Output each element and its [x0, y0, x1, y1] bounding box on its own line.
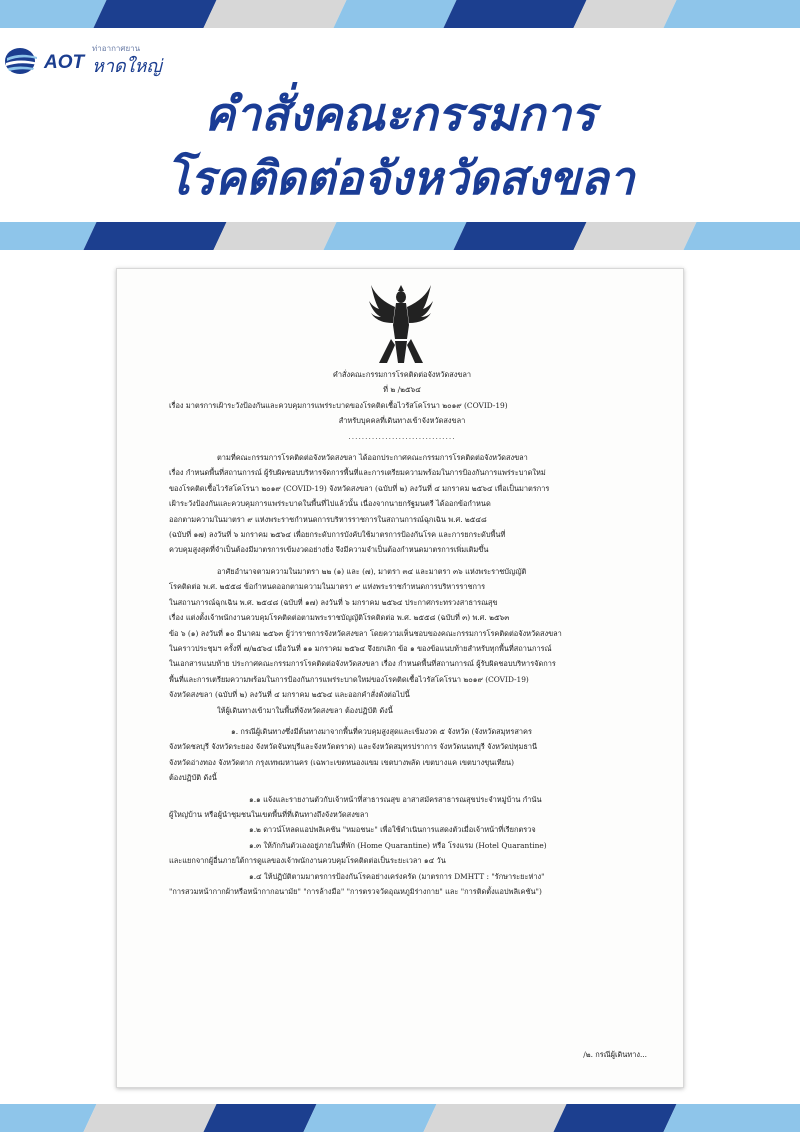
- document-body: [169, 367, 635, 899]
- body-line: ต้องปฏิบัติ ดังนี้: [169, 773, 217, 783]
- body-line: ออกตามความในมาตรา ๙ แห่งพระราชกำหนดการบริหารราชการในสถานการณ์ฉุกเฉิน พ.ศ. ๒๕๔๘: [169, 514, 487, 524]
- body-line: จังหวัดสงขลา (ฉบับที่ ๒) ลงวันที่ ๔ มกราคม ๒๕๖๔ และออกคำสั่งดังต่อไปนี้: [169, 690, 410, 700]
- garuda-emblem-icon: [367, 279, 435, 371]
- middle-decorative-stripe: [0, 222, 800, 250]
- body-line: ๑.๔ ให้ปฏิบัติตามมาตรการป้องกันโรคอย่างเคร่งครัด (มาตรการ DMHTT : "รักษาระยะห่าง": [249, 871, 545, 881]
- body-line: เรื่อง แต่งตั้งเจ้าพนักงานควบคุมโรคติดต่อตามพระราชบัญญัติโรคติดต่อ พ.ศ. ๒๕๕๘ (ฉบับที่ ๓) พ.ศ. ๒๕๖๓: [169, 613, 510, 623]
- body-line: และแยกจากผู้อื่นภายใต้การดูแลของเจ้าพนักงานควบคุมโรคติดต่อเป็นระยะเวลา ๑๔ วัน: [169, 856, 446, 866]
- document-number: ที่ ๒ /๒๕๖๔: [383, 385, 421, 395]
- body-line: พื้นที่และการเตรียมความพร้อมในการป้องกันการแพร่ระบาดใหม่ของโรคติดเชื้อไวรัสโคโรนา ๒๐๑๙ (COVID-19): [169, 674, 529, 684]
- body-line: เรื่อง กำหนดพื้นที่สถานการณ์ ผู้รับผิดชอบบริหารจัดการพื้นที่และการเตรียมความพร้อมในการป้องกันการแพร่ระบาดใหม่: [169, 468, 546, 478]
- body-line: โรคติดต่อ พ.ศ. ๒๕๕๘ ข้อกำหนดออกตามความในมาตรา ๙ แห่งพระราชกำหนดการบริหารราชการ: [169, 582, 486, 592]
- top-decorative-stripe: [0, 0, 800, 28]
- logo-airport-text: ท่าอากาศยาน: [92, 44, 141, 53]
- body-line: ๑.๓ ให้กักกันตัวเองอยู่ภายในที่พัก (Home Quarantine) หรือ โรงแรม (Hotel Quarantine): [249, 840, 547, 850]
- body-line: เฝ้าระวังป้องกันและควบคุมการแพร่ระบาดในพื้นที่ไปแล้วนั้น เนื่องจากนายกรัฐมนตรี ได้ออกข้อกำหนด: [169, 499, 491, 509]
- next-page-continuation: /๒. กรณีผู้เดินทาง...: [583, 1050, 647, 1059]
- document-subject: เรื่อง มาตรการเฝ้าระวังป้องกันและควบคุมการแพร่ระบาดของโรคติดเชื้อไวรัสโคโรนา ๒๐๑๙ (COVID-19): [169, 400, 508, 410]
- body-line: (ฉบับที่ ๑๗) ลงวันที่ ๖ มกราคม ๒๕๖๔ เพื่อยกระดับการบังคับใช้มาตรการป้องกันโรค และการยกระดับพื้นที่: [169, 530, 506, 540]
- aot-plane-logo-icon: [4, 46, 40, 76]
- page-title-line-2: โรคติดต่อจังหวัดสงขลา: [165, 151, 635, 205]
- official-order-document: [116, 268, 684, 1088]
- body-line: ๑.๒ ดาวน์โหลดแอปพลิเคชัน "หมอชนะ" เพื่อใช้ดำเนินการแสดงตัวเมื่อเจ้าหน้าที่เรียกตรวจ: [249, 825, 536, 835]
- body-line: ผู้ใหญ่บ้าน หรือผู้นำชุมชนในเขตพื้นที่ที่เดินทางถึงจังหวัดสงขลา: [169, 809, 369, 819]
- body-line: ๑.๑ แจ้งและรายงานตัวกับเจ้าหน้าที่สาธารณสุข อาสาสมัครสาธารณสุขประจำหมู่บ้าน กำนัน: [249, 794, 542, 804]
- document-heading: คำสั่งคณะกรรมการโรคติดต่อจังหวัดสงขลา: [332, 370, 472, 379]
- body-line: ควบคุมสูงสุดที่จำเป็นต้องมีมาตรการเข้มงวดอย่างยิ่ง จึงมีความจำเป็นต้องกำหนดมาตรการเพิ่มเติมขึ้น: [169, 545, 489, 555]
- logo-city-text: หาดใหญ่: [92, 56, 162, 77]
- body-line: ตามที่คณะกรรมการโรคติดต่อจังหวัดสงขลา ได้ออกประกาศคณะกรรมการโรคติดต่อจังหวัดสงขลา: [217, 453, 528, 463]
- document-divider: ................................: [348, 431, 456, 441]
- logo-aot-text: AOT: [44, 52, 85, 73]
- bottom-decorative-stripe: [0, 1104, 800, 1132]
- body-line: ให้ผู้เดินทางเข้ามาในพื้นที่จังหวัดสงขลา ต้องปฏิบัติ ดังนี้: [217, 705, 393, 715]
- body-line: จังหวัดอ่างทอง จังหวัดตาก กรุงเทพมหานคร (เฉพาะเขตหนองแขม เขตบางพลัด เขตบางแค เขตบางขุนเทียน): [169, 757, 514, 767]
- aot-hat-yai-logo: [4, 40, 194, 84]
- body-line: จังหวัดชลบุรี จังหวัดระยอง จังหวัดจันทบุรีและจังหวัดตราด) และจังหวัดสมุทรปราการ จังหวัดนนทบุรี จังหวัดปทุมธานี: [169, 742, 538, 752]
- page-title-line-1: คำสั่งคณะกรรมการ: [204, 87, 596, 141]
- body-line: ๑. กรณีผู้เดินทางซึ่งมีต้นทางมาจากพื้นที่ควบคุมสูงสุดและเข้มงวด ๕ จังหวัด (จังหวัดสมุทรสาคร: [231, 726, 532, 736]
- body-line: ในเอกสารแนบท้าย ประกาศคณะกรรมการโรคติดต่อจังหวัดสงขลา เรื่อง กำหนดพื้นที่สถานการณ์ ผู้รับผิดชอบบริหารจัดการ: [169, 659, 556, 669]
- document-subject-line-2: สำหรับบุคคลที่เดินทางเข้าจังหวัดสงขลา: [338, 416, 466, 426]
- body-line: ของโรคติดเชื้อไวรัสโคโรนา ๒๐๑๙ (COVID-19) จังหวัดสงขลา (ฉบับที่ ๒) ลงวันที่ ๔ มกราคม ๒๕๖๔ เพื่อเป็นมาตรการ: [169, 483, 550, 493]
- body-line: "การสวมหน้ากากผ้าหรือหน้ากากอนามัย" "การล้างมือ" "การตรวจวัดอุณหภูมิร่างกาย" และ "การติดตั้งแอปพลิเคชัน"): [169, 887, 542, 896]
- body-line: อาศัยอำนาจตามความในมาตรา ๒๒ (๑) และ (๗), มาตรา ๓๔ และมาตรา ๓๖ แห่งพระราชบัญญัติ: [217, 566, 527, 576]
- body-line: ในสถานการณ์ฉุกเฉิน พ.ศ. ๒๕๔๘ (ฉบับที่ ๑๗) ลงวันที่ ๖ มกราคม ๒๕๖๔ ประกาศกระทรวงสาธารณสุข: [169, 597, 498, 607]
- body-line: ข้อ ๖ (๑) ลงวันที่ ๑๐ มีนาคม ๒๕๖๓ ผู้ว่าราชการจังหวัดสงขลา โดยความเห็นชอบของคณะกรรมการโรคติดต่อจังหวัดสงขลา: [169, 628, 562, 638]
- body-line: ในคราวประชุมฯ ครั้งที่ ๗/๒๕๖๔ เมื่อวันที่ ๑๑ มกราคม ๒๕๖๔ จึงยกเลิก ข้อ ๑ ของข้อแนบท้ายสำหรับทุกพื้นที่สถานการณ์: [169, 643, 552, 653]
